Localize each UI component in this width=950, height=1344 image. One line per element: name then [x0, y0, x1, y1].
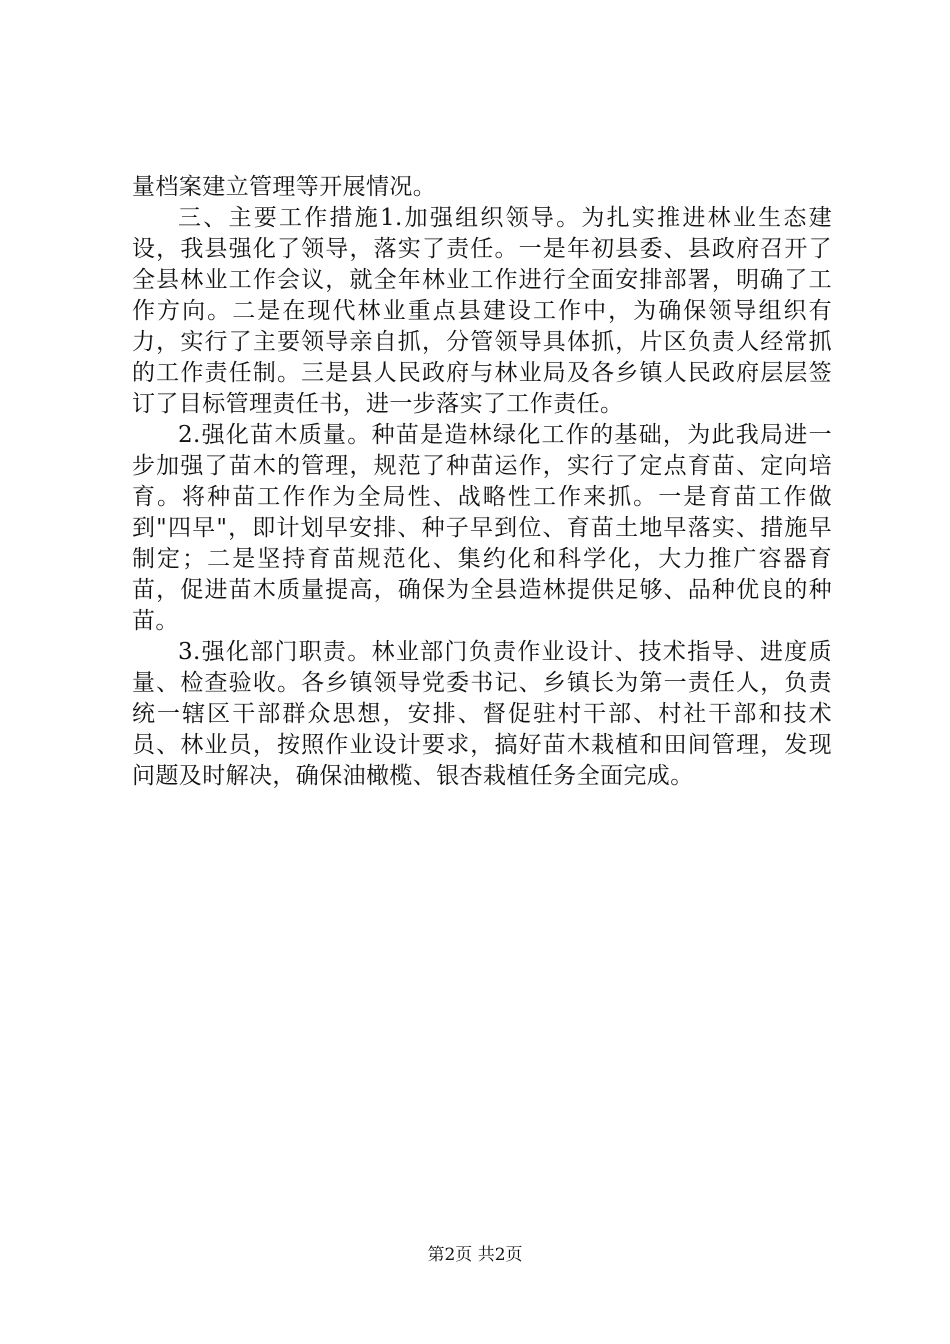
paragraph-continuation: 量档案建立管理等开展情况。 — [132, 174, 437, 200]
document-body — [132, 172, 832, 792]
paragraph-seedling-quality: 2.强化苗木质量。种苗是造林绿化工作的基础，为此我局进一步加强了苗木的管理，规范了种苗运作，实行了定点育苗、定向培育。将种苗工作作为全局性、战略性工作来抓。一是育苗工作做到"四早"，即计划早安排、种子早到位、育苗土地早落实、措施早制定；二是坚持育苗规范化、集约化和科学化，大力推广容器育苗，促进苗木质量提高，确保为全县造林提供足够、品种优良的种苗。 — [132, 422, 832, 634]
paragraph-department-duties: 3.强化部门职责。林业部门负责作业设计、技术指导、进度质量、检查验收。各乡镇领导党委书记、乡镇长为第一责任人，负责统一辖区干部群众思想，安排、督促驻村干部、村社干部和技术员、林业员，按照作业设计要求，搞好苗木栽植和田间管理，发现问题及时解决，确保油橄榄、银杏栽植任务全面完成。 — [132, 639, 832, 789]
paragraph-work-measures: 三、主要工作措施1.加强组织领导。为扎实推进林业生态建设，我县强化了领导，落实了责任。一是年初县委、县政府召开了全县林业工作会议，就全年林业工作进行全面安排部署，明确了工作方向。二是在现代林业重点县建设工作中，为确保领导组织有力，实行了主要领导亲自抓，分管领导具体抓，片区负责人经常抓的工作责任制。三是县人民政府与林业局及各乡镇人民政府层层签订了目标管理责任书，进一步落实了工作责任。 — [132, 205, 832, 417]
page-footer: 第2页 共2页 — [427, 1245, 523, 1265]
